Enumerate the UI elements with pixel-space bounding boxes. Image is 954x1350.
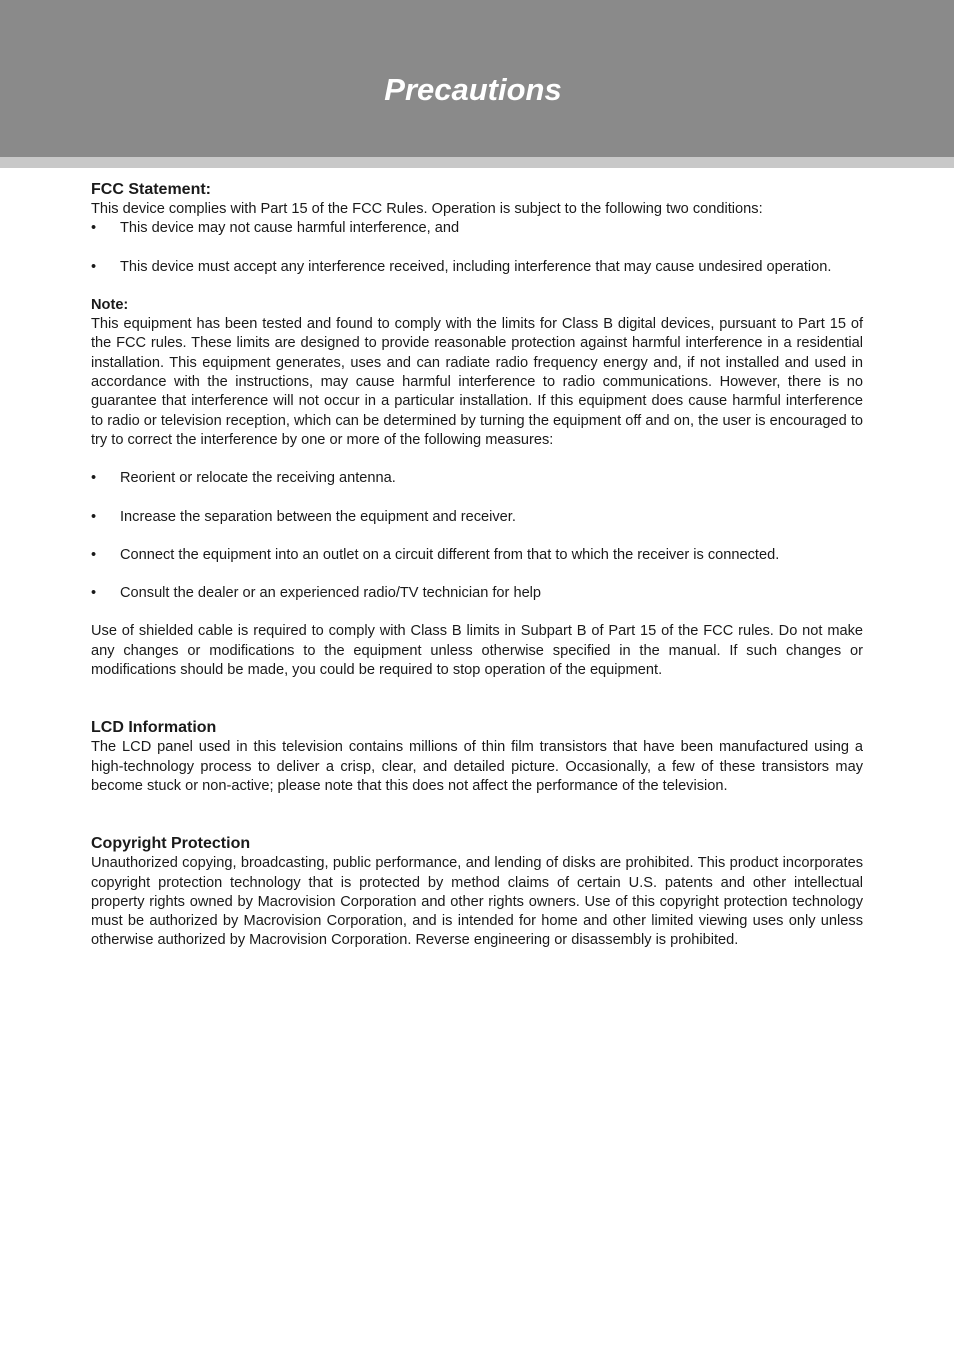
list-item (91, 584, 863, 603)
bullet-icon: • (91, 258, 97, 275)
fcc-statement-section (91, 180, 863, 277)
bullet-icon: • (91, 546, 97, 563)
lcd-information-text: The LCD panel used in this television contains millions of thin film transistors that have been manufactured using a high-technology process to deliver a crisp, clear, and detailed picture. Occasionally, a few of these transistors may become stuck or non-active; please note that this does not affect the performance of the television. (91, 739, 863, 794)
copyright-protection-section (91, 834, 863, 950)
list-item (91, 469, 863, 488)
bullet-icon: • (91, 220, 97, 237)
list-item (91, 508, 863, 527)
page-title: Precautions (384, 72, 562, 107)
list-item (91, 546, 863, 565)
note-heading: Note: (91, 296, 129, 313)
bullet-icon: • (91, 585, 97, 602)
header-divider (0, 157, 954, 168)
list-item-text: This device may not cause harmful interference, and (120, 220, 460, 237)
note-section (91, 296, 863, 680)
shielded-cable-text: Use of shielded cable is required to comply with Class B limits in Subpart B of Part 15 of the FCC rules. Do not make any changes or modifications to the equipment unless otherwise specified in the manual. If such changes or modifications should be made, you could be required to stop operation of the equipment. (91, 623, 863, 679)
list-item-text: Increase the separation between the equipment and receiver. (120, 508, 516, 525)
list-item (91, 219, 863, 238)
list-item-text: Consult the dealer or an experienced radio/TV technician for help (120, 585, 542, 602)
copyright-protection-text: Unauthorized copying, broadcasting, public performance, and lending of disks are prohibited. This product incorporates copyright protection technology that is protected by method claims of certain U.S. patents and other intellectual property rights owned by Macrovision Corporation and other rights owners. Use of this copyright protection technology must be authorized by Macrovision Corporation, and is intended for home and other limited viewing uses only unless otherwise authorized by Macrovision Corporation. Reverse engineering or disassembly is prohibited. (91, 855, 863, 949)
lcd-information-section (91, 718, 863, 796)
fcc-statement-heading: FCC Statement: (91, 181, 212, 198)
list-item (91, 258, 863, 277)
list-item-text: Reorient or relocate the receiving antenna. (120, 470, 396, 487)
fcc-intro: This device complies with Part 15 of the FCC Rules. Operation is subject to the following two conditions: (91, 201, 763, 217)
note-text: This equipment has been tested and found to comply with the limits for Class B digital devices, pursuant to Part 15 of the FCC rules. These limits are designed to provide reasonable protection against harmful interference in a residential installation. This equipment generates, uses and can radiate radio frequency energy and, if not installed and used in accordance with the instructions, may cause harmful interference to radio communications. However, there is no guarantee that interference will not occur in a particular installation. If this equipment does cause harmful interference to radio or television reception, which can be determined by turning the equipment off and on, the user is encouraged to try to correct the interference by one or more of the following measures: (91, 316, 863, 448)
lcd-information-heading: LCD Information (91, 719, 217, 737)
interference-measures-list (91, 469, 863, 603)
fcc-conditions-list (91, 219, 863, 277)
list-item-text: Connect the equipment into an outlet on a circuit different from that to which the receiver is connected. (120, 546, 780, 563)
bullet-icon: • (91, 470, 97, 487)
bullet-icon: • (91, 508, 97, 525)
document-body (91, 180, 863, 951)
copyright-protection-heading: Copyright Protection (91, 835, 251, 853)
list-item-text: This device must accept any interference received, including interference that may cause undesired operation. (120, 258, 832, 275)
